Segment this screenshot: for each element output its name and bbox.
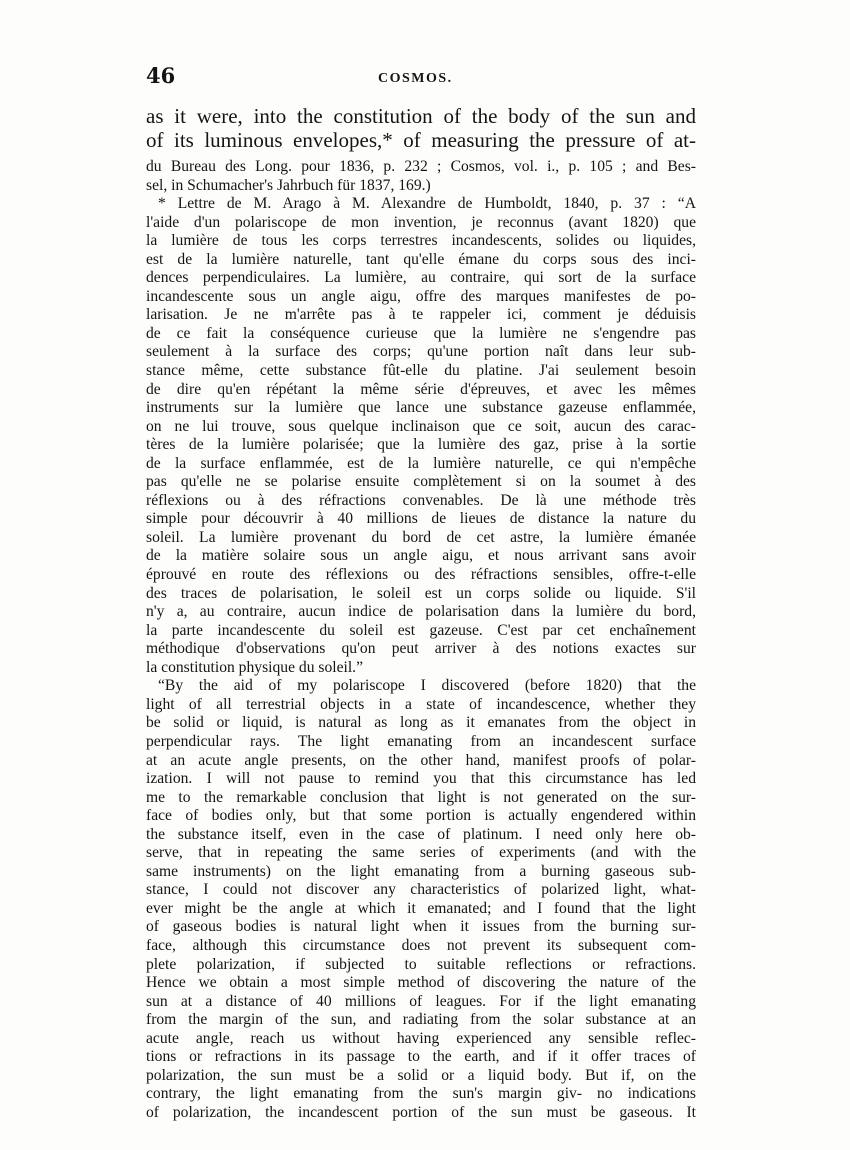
footnote-line: “By the aid of my polariscope I discovered (before 1820) that the <box>158 677 696 695</box>
footnote-line: de la matière solaire sous un angle aigu, et nous arrivant sans avoir <box>146 547 696 565</box>
footnote-line: tions or refractions in its passage to the earth, and if it offer traces of <box>146 1048 696 1066</box>
footnote-line: ization. I will not pause to remind you that this circumstance has led <box>146 770 696 788</box>
footnote-line: stance, I could not discover any characteristics of polarized light, what- <box>146 881 696 899</box>
footnote-line: de ce fait la conséquence curieuse que la lumière ne s'engendre pas <box>146 324 696 342</box>
footnote-line: tères de la lumière polarisée; que la lumière des gaz, prise à la sortie <box>146 436 696 454</box>
footnote-continuation <box>146 158 696 195</box>
footnote-line: on ne lui trouve, sous quelque inclinaison que ce soit, aucun des carac- <box>146 417 696 435</box>
footnote-line: be solid or liquid, is natural as long as it emanates from the object in <box>146 714 696 732</box>
text-line: of its luminous envelopes,* of measuring the pressure of at- <box>146 128 696 152</box>
page-header <box>146 62 696 92</box>
footnote-french-quote <box>146 195 696 677</box>
footnote-line: pas qu'elle ne se polarise ensuite complètement si on la soumet à des <box>146 473 696 491</box>
footnote-line: du Bureau des Long. pour 1836, p. 232 ; Cosmos, vol. i., p. 105 ; and Bes- <box>146 158 696 175</box>
footnote-line: la constitution physique du soleil.” <box>146 658 363 676</box>
footnote-line: simple pour découvrir à 40 millions de lieues de distance la nature du <box>146 510 696 528</box>
footnote-line: réflexions ou à des réfractions convenables. De là une méthode très <box>146 491 696 509</box>
footnote-line: plete polarization, if subjected to suitable reflections or refractions. <box>146 955 696 973</box>
footnote-line: perpendicular rays. The light emanating from an incandescent surface <box>146 732 696 750</box>
footnote-line: polarization, the sun must be a solid or a liquid body. But if, on the <box>146 1066 696 1084</box>
footnote-line: stance même, cette substance fût-elle du platine. J'ai seulement besoin <box>146 362 696 380</box>
footnote-line: dences perpendiculaires. La lumière, au contraire, qui sort de la surface <box>146 269 696 287</box>
footnote-line: ever might be the angle at which it emanated; and I found that the light <box>146 899 696 917</box>
footnote-line: larisation. Je ne m'arrête pas à te rappeler ici, comment je déduisis <box>146 306 696 324</box>
footnote-line: instruments sur la lumière que lance une substance gazeuse enflammée, <box>146 399 696 417</box>
footnote-line: serve, that in repeating the same series of experiments (and with the <box>146 844 696 862</box>
main-paragraph <box>146 104 696 152</box>
footnote-line: the substance itself, even in the case of platinum. I need only here ob- <box>146 825 696 843</box>
footnote-line: de la surface enflammée, est de la lumière naturelle, ce qui n'empêche <box>146 454 696 472</box>
text-line: as it were, into the constitution of the body of the sun and <box>146 104 696 128</box>
footnote-line: est de la lumière naturelle, tant qu'elle émane du corps sous des inci- <box>146 250 696 268</box>
footnote-line: la lumière de tous les corps terrestres incandescents, solides ou liquides, <box>146 232 696 250</box>
footnote-line: Hence we obtain a most simple method of discovering the nature of the <box>146 974 696 992</box>
footnote-line: l'aide d'un polariscope de mon invention, je reconnus (avant 1820) que <box>146 213 696 231</box>
page-number: 46 <box>146 63 176 88</box>
footnote-line: des traces de polarisation, le soleil est un corps solide ou liquide. S'il <box>146 584 696 602</box>
footnote-line: of gaseous bodies is natural light when it issues from the burning sur- <box>146 918 696 936</box>
footnote-line: éprouvé en route des réflexions ou des réfractions sensibles, offre-t-elle <box>146 566 696 584</box>
footnote-line: same instruments) on the light emanating from a burning gaseous sub- <box>146 862 696 880</box>
footnote-line: la parte incandescente du soleil est gazeuse. C'est par cet enchaînement <box>146 621 696 639</box>
footnote-line: contrary, the light emanating from the sun's margin giv‐ no indications <box>146 1085 696 1103</box>
footnote-line: sun at a distance of 40 millions of leagues. For if the light emanating <box>146 992 696 1010</box>
footnotes <box>146 158 696 1122</box>
footnote-line: from the margin of the sun, and radiating from the solar substance at an <box>146 1011 696 1029</box>
footnote-line: face, although this circumstance does not prevent its subsequent com- <box>146 936 696 954</box>
footnote-line: seulement à la surface des corps; qu'une portion naît dans leur sub- <box>146 343 696 361</box>
footnote-line: incandescente sous un angle aigu, offre des marques manifestes de po- <box>146 287 696 305</box>
running-head: COSMOS. <box>378 71 453 86</box>
footnote-line: light of all terrestrial objects in a state of incandescence, whether they <box>146 695 696 713</box>
footnote-line: me to the remarkable conclusion that light is not generated on the sur- <box>146 788 696 806</box>
footnote-english-translation <box>146 677 696 1122</box>
footnote-line: at an acute angle presents, on the other hand, manifest proofs of polar- <box>146 751 696 769</box>
footnote-line: n'y a, au contraire, aucun indice de polarisation dans la lumière du bord, <box>146 603 696 621</box>
footnote-line: face of bodies only, but that some portion is actually engendered within <box>146 807 696 825</box>
footnote-line: de dire qu'en répétant la même série d'épreuves, et avec les mêmes <box>146 380 696 398</box>
footnote-line: acute angle, reach us without having experienced any sensible reflec- <box>146 1029 696 1047</box>
footnote-line: of polarization, the incandescent portion of the sun must be gaseous. It <box>146 1103 696 1121</box>
footnote-line: * Lettre de M. Arago à M. Alexandre de Humboldt, 1840, p. 37 : “A <box>158 195 696 213</box>
footnote-line: sel, in Schumacher's Jahrbuch für 1837, 169.) <box>146 176 431 194</box>
footnote-line: méthodique d'observations qu'on peut arriver à des notions exactes sur <box>146 640 696 658</box>
main-text <box>146 104 696 152</box>
footnote-line: soleil. La lumière provenant du bord de cet astre, la lumière émanée <box>146 528 696 546</box>
